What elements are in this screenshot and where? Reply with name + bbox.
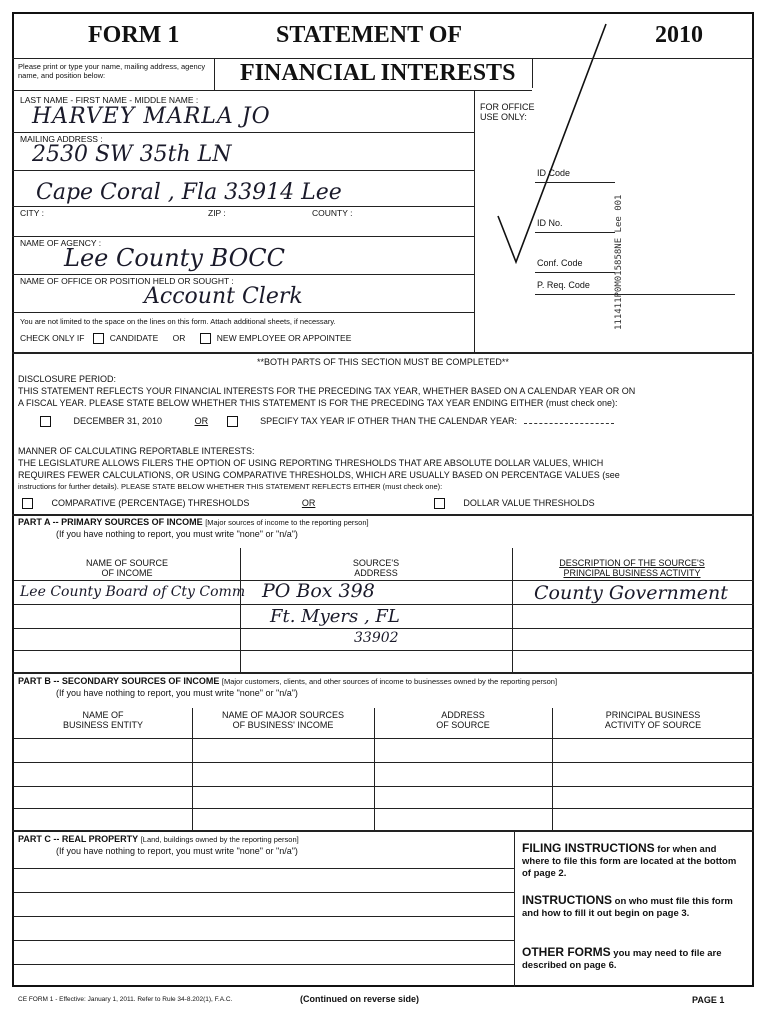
candidate-label: CANDIDATE — [109, 333, 159, 343]
part-b-note: (If you have nothing to report, you must write "none" or "n/a") — [56, 688, 298, 698]
county-label: COUNTY : — [312, 208, 353, 218]
filing-instructions-note — [522, 842, 742, 880]
part-a-subtitle: [Major sources of income to the reporting person] — [205, 518, 369, 527]
name-value[interactable]: HARVEY MARLA JO — [32, 104, 271, 129]
part-a-row2-address[interactable]: Ft. Myers , FL — [270, 606, 400, 627]
agency-label: NAME OF AGENCY : — [20, 238, 102, 248]
period-or-label: OR — [194, 416, 209, 426]
header-instructions: Please print or type your name, mailing address, agency name, and position below: — [18, 62, 206, 80]
period-label: DISCLOSURE PERIOD: — [18, 374, 117, 384]
dec31-checkbox[interactable] — [40, 416, 51, 427]
dollar-label: DOLLAR VALUE THRESHOLDS — [463, 498, 595, 508]
instr-rest: on who must file this form and how to fill it out begin on page 3. — [522, 896, 733, 919]
check-only-if-label: CHECK ONLY IF — [20, 333, 85, 343]
part-a-col-source: NAME OF SOURCE OF INCOME — [85, 558, 168, 578]
p-req-code-label: P. Req. Code — [537, 280, 590, 290]
form-year: 2010 — [655, 22, 703, 48]
id-no-label: ID No. — [537, 218, 563, 228]
office-use-line1: FOR OFFICE — [480, 102, 535, 112]
form-title-line2: FINANCIAL INTERESTS — [240, 60, 516, 86]
other-head: OTHER FORMS — [522, 945, 611, 959]
instructions-note — [522, 894, 742, 920]
dec31-label: DECEMBER 31, 2010 — [73, 416, 163, 426]
candidate-checkbox[interactable] — [93, 333, 104, 344]
manner-or-label: OR — [301, 498, 316, 508]
manner-text-3: instructions for further details). PLEASE STATE BELOW WHETHER THIS STATEMENT REFLECTS EITHER (must check one): — [18, 482, 443, 491]
part-a-col-address: SOURCE'S ADDRESS — [352, 558, 400, 578]
part-a-note: (If you have nothing to report, you must write "none" or "n/a") — [56, 529, 298, 539]
footer-form-ref: CE FORM 1 - Effective: January 1, 2011. Refer to Rule 34-8.202(1), F.A.C. — [18, 996, 233, 1003]
footer-page: PAGE 1 — [692, 995, 725, 1005]
part-b-title: PART B -- SECONDARY SOURCES OF INCOME — [18, 676, 220, 686]
or-label: OR — [172, 333, 186, 343]
office-use-label — [480, 102, 535, 122]
specify-field[interactable] — [524, 423, 614, 424]
part-a-row1-source[interactable]: Lee County Board of Cty Comm — [20, 584, 246, 600]
part-a-col-desc: DESCRIPTION OF THE SOURCE'S PRINCIPAL BUSINESS ACTIVITY — [559, 558, 705, 578]
office-use-line2: USE ONLY: — [480, 112, 527, 122]
mailing-label: MAILING ADDRESS : — [20, 134, 103, 144]
must-complete-note: **BOTH PARTS OF THIS SECTION MUST BE COMPLETED** — [257, 357, 509, 367]
office-label: NAME OF OFFICE OR POSITION HELD OR SOUGHT : — [20, 276, 234, 286]
manner-text-2: REQUIRES FEWER CALCULATIONS, OR USING COMPARATIVE THRESHOLDS, WHICH ARE USUALLY BASED ON PERCENTAGE VALUES (see — [18, 470, 620, 480]
period-text-2: A FISCAL YEAR. PLEASE STATE BELOW WHETHER THIS STATEMENT IS FOR THE PRECEDING TAX YEAR ENDING EITHER (must check one): — [18, 398, 618, 408]
footer-continued: (Continued on reverse side) — [300, 994, 420, 1004]
dollar-checkbox[interactable] — [434, 498, 445, 509]
new-employee-checkbox[interactable] — [200, 333, 211, 344]
agency-value[interactable]: Lee County BOCC — [64, 244, 286, 272]
part-a-heading — [18, 517, 369, 527]
conf-code-label: Conf. Code — [537, 258, 583, 268]
part-b-col-entity: NAME OF BUSINESS ENTITY — [62, 710, 143, 730]
part-c-title: PART C -- REAL PROPERTY — [18, 834, 139, 844]
other-rest: you may need to file are described on page 6. — [522, 948, 722, 971]
office-stamp: 111411P0M015858NE Lee 001 — [614, 194, 624, 330]
part-c-note: (If you have nothing to report, you must write "none" or "n/a") — [56, 846, 298, 856]
comparative-checkbox[interactable] — [22, 498, 33, 509]
manner-label: MANNER OF CALCULATING REPORTABLE INTERESTS: — [18, 446, 255, 456]
new-employee-label: NEW EMPLOYEE OR APPOINTEE — [216, 333, 352, 343]
period-text-1: THIS STATEMENT REFLECTS YOUR FINANCIAL INTERESTS FOR THE PRECEDING TAX YEAR, WHETHER BASED ON A CALENDAR YEAR OR ON — [18, 386, 636, 396]
part-a-row3-address[interactable]: 33902 — [354, 630, 399, 646]
id-code-label: ID Code — [537, 168, 571, 178]
specify-label: SPECIFY TAX YEAR IF OTHER THAN THE CALENDAR YEAR: — [260, 416, 518, 426]
mailing-value[interactable]: 2530 SW 35th LN — [32, 142, 232, 167]
zip-label: ZIP : — [208, 208, 226, 218]
part-a-row1-address[interactable]: PO Box 398 — [262, 580, 375, 602]
filing-rest: for when and where to file this form are located at the bottom of page 2. — [522, 844, 737, 879]
part-b-subtitle: [Major customers, clients, and other sources of income to businesses owned by the reporting person] — [221, 677, 558, 686]
specify-checkbox[interactable] — [227, 416, 238, 427]
manner-text-1: THE LEGISLATURE ALLOWS FILERS THE OPTION OF USING REPORTING THRESHOLDS THAT ARE ABSOLUTE DOLLAR VALUES, WHICH — [18, 458, 604, 468]
space-note: You are not limited to the space on the lines on this form. Attach additional sheets, if necessary. — [20, 317, 336, 326]
part-c-heading — [18, 834, 299, 844]
check-row — [20, 333, 351, 344]
form-title-line1: STATEMENT OF — [276, 22, 463, 48]
part-b-col-activity: PRINCIPAL BUSINESS ACTIVITY OF SOURCE — [604, 710, 702, 730]
part-a-title: PART A -- PRIMARY SOURCES OF INCOME — [18, 517, 203, 527]
part-b-col-sources: NAME OF MAJOR SOURCES OF BUSINESS' INCOME — [221, 710, 344, 730]
form-label: FORM 1 — [88, 22, 180, 48]
other-forms-note — [522, 946, 742, 972]
part-c-subtitle: [Land, buildings owned by the reporting person] — [140, 835, 299, 844]
filing-head: FILING INSTRUCTIONS — [522, 841, 655, 855]
comparative-label: COMPARATIVE (PERCENTAGE) THRESHOLDS — [51, 498, 250, 508]
part-a-row1-desc[interactable]: County Government — [534, 582, 728, 604]
period-options — [40, 416, 614, 427]
office-value[interactable]: Account Clerk — [144, 284, 303, 309]
city-label: CITY : — [20, 208, 44, 218]
name-label: LAST NAME - FIRST NAME - MIDDLE NAME : — [20, 95, 199, 105]
part-b-heading — [18, 676, 557, 686]
part-b-col-address: ADDRESS OF SOURCE — [436, 710, 490, 730]
city-value[interactable]: Cape Coral , Fla 33914 Lee — [36, 180, 342, 205]
instr-head: INSTRUCTIONS — [522, 893, 612, 907]
manner-options — [22, 498, 595, 509]
